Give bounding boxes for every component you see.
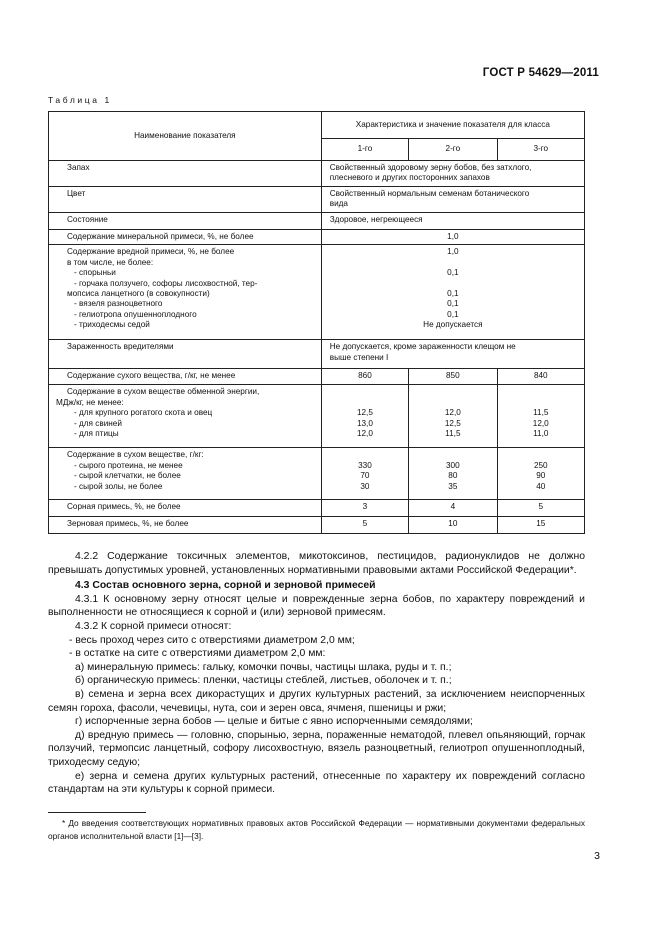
merged-value-cell — [321, 245, 584, 340]
list-item-d: д) вредную примесь — головню, спорынью, зерна, пораженные нематодой, плевел опьяняющий, горчак ползучий, термопсис ланцетный, софору лисохвостную, вязель разноцветный, гелиотроп опушенноплодный, триходесму седую; — [48, 729, 585, 768]
indicator-name-cell — [49, 340, 322, 369]
value-line: Здоровое, негреющееся — [329, 215, 423, 224]
section-heading-4-3: 4.3 Состав основного зерна, сорной и зерновой примесей — [75, 580, 376, 592]
merged-value-cell — [321, 187, 584, 213]
value-line: вида — [329, 199, 348, 209]
value-line: плесневого и других посторонних запахов — [329, 173, 490, 183]
value-line — [502, 398, 580, 408]
class-2-header: 2-го — [409, 139, 497, 161]
indicator-name-cell — [49, 517, 322, 534]
indicator-name-cell — [49, 161, 322, 187]
value-line — [326, 450, 404, 460]
indicator-name-cell — [49, 369, 322, 385]
indicator-name-cell — [49, 385, 322, 448]
indicator-name-line: - сырой золы, не более — [74, 481, 163, 491]
list-item-g: г) испорченные зерна бобов — целые и битые с явно испорченными семядолями; — [75, 716, 473, 728]
value-line — [413, 387, 492, 397]
value-line — [326, 398, 404, 408]
class-2-value-cell — [409, 385, 497, 448]
value-line — [502, 450, 580, 460]
value-line: 12,5 — [356, 408, 373, 418]
class-3-value-cell — [497, 448, 584, 500]
indicator-name-line: - сырого протеина, не менее — [74, 460, 183, 470]
list-item-a: а) минеральную примесь: гальку, комочки почвы, частицы шлака, руды и т. п.; — [75, 661, 452, 673]
value-line: 330 — [358, 460, 372, 470]
value-line — [502, 387, 580, 397]
merged-value-cell — [321, 230, 584, 245]
value-line: 11,5 — [533, 408, 549, 418]
class-3-value-cell: 840 — [497, 369, 584, 385]
footnote-divider — [48, 812, 146, 813]
class-2-value-cell: 10 — [409, 517, 497, 534]
class-2-value-cell — [409, 448, 497, 500]
table-row — [49, 230, 585, 245]
table-row — [49, 245, 585, 340]
indicator-name-line: Содержание в сухом веществе, г/кг: — [67, 450, 204, 460]
list-item: - весь проход через сито с отверстиями диаметром 2,0 мм; — [69, 634, 355, 646]
indicator-name-line: Содержание вредной примеси, %, не более — [67, 247, 235, 257]
table-row — [49, 340, 585, 369]
footnote: * До введения соответствующих нормативных правовых актов Российской Федерации — нормативными документами федеральных органов исполнительной власти [1]—[3]. — [48, 818, 585, 841]
value-line: 70 — [360, 471, 370, 481]
list-item-b: б) органическую примесь: пленки, частицы стеблей, листьев, оболочек и т. п.; — [75, 675, 452, 687]
value-line: 250 — [533, 460, 548, 470]
value-line: 13,0 — [356, 418, 373, 428]
table-row — [49, 448, 585, 500]
value-line: 30 — [360, 481, 370, 491]
indicator-name-line: - гелиотропа опушенноплодного — [74, 309, 197, 319]
class-2-value-cell: 850 — [409, 369, 497, 385]
list-item-e: е) зерна и семена других культурных растений, отнесенные по характеру их повреждений согласно стандартам на эти культуры к сорной примеси. — [48, 770, 585, 796]
indicator-name-cell — [49, 187, 322, 213]
indicator-name-line: Зерновая примесь, %, не более — [67, 519, 189, 529]
merged-value-cell — [321, 161, 584, 187]
indicator-name-line: - триходесмы седой — [74, 320, 150, 330]
indicator-name-line: - для крупного рогатого скота и овец — [74, 408, 213, 418]
value-line: Свойственный здоровому зерну бобов, без затхлого, — [329, 163, 532, 172]
class-1-value-cell: 860 — [321, 369, 408, 385]
class-2-value-cell: 4 — [409, 500, 497, 517]
table-row — [49, 500, 585, 517]
column-header-name: Наименование показателя — [49, 112, 322, 161]
value-line: 300 — [446, 460, 460, 470]
indicator-name-line: МДж/кг, не менее: — [56, 397, 124, 407]
value-line — [326, 279, 580, 289]
paragraph-4-2-2: 4.2.2 Содержание токсичных элементов, микотоксинов, пестицидов, радионуклидов не должно превышать допустимых уровней, установленных нормативными правовыми актами Российской Федерации*. — [48, 551, 585, 576]
indicator-name-line: в том числе, не более: — [67, 257, 154, 267]
class-3-header: 3-го — [497, 139, 584, 161]
value-line: 11,5 — [445, 429, 461, 439]
column-group-header: Характеристика и значение показателя для класса — [321, 112, 584, 139]
indicator-name-line: Состояние — [67, 215, 108, 224]
indicator-name-line: Содержание в сухом веществе обменной энергии, — [67, 387, 260, 397]
list-item: - в остатке на сите с отверстиями диаметром 2,0 мм: — [69, 648, 326, 660]
class-1-value-cell: 3 — [321, 500, 408, 517]
table-row — [49, 369, 585, 385]
value-line: Свойственный нормальным семенам ботанического — [329, 189, 530, 198]
value-line: 1,0 — [447, 247, 459, 257]
value-line: 80 — [448, 471, 458, 481]
table-row — [49, 517, 585, 534]
value-line — [326, 387, 404, 397]
value-line: 12,5 — [444, 418, 461, 428]
value-line: 12,0 — [356, 429, 373, 439]
value-line: 90 — [536, 471, 546, 481]
table-row — [49, 385, 585, 448]
value-line — [413, 450, 492, 460]
indicator-name-line: - спорыньи — [74, 268, 116, 278]
indicator-name-cell — [49, 230, 322, 245]
indicator-name-line: Цвет — [67, 189, 86, 198]
value-line — [326, 258, 580, 268]
value-line: 1,0 — [447, 232, 459, 241]
indicator-name-cell — [49, 245, 322, 340]
list-item-v: в) семена и зерна всех дикорастущих и других культурных растений, за исключением неиспорченных семян гороха, фасоли, чечевицы, нута, сои и зерен овса, ячменя, пшеницы и ржи; — [48, 688, 585, 714]
merged-value-cell — [321, 340, 584, 369]
indicator-name-line: Зараженность вредителями — [67, 342, 174, 352]
value-line: 0,1 — [447, 309, 459, 319]
indicator-name-line: мопсиса ланцетного (в совокупности) — [67, 289, 210, 299]
indicator-name-line: - горчака ползучего, софоры лисохвостной, тер- — [74, 278, 258, 288]
value-line: 0,1 — [447, 268, 459, 278]
indicator-name-line: - для птицы — [74, 429, 119, 439]
value-line: Не допускается, кроме зараженности клещом не — [329, 342, 516, 352]
indicator-name-line: - вязеля разноцветного — [74, 299, 163, 309]
value-line — [413, 398, 492, 408]
table-row — [49, 187, 585, 213]
table-row — [49, 161, 585, 187]
indicator-name-line: Содержание сухого вещества, г/кг, не менее — [67, 371, 236, 381]
indicator-name-cell — [49, 213, 322, 230]
main-text — [48, 550, 585, 797]
indicator-name-line: - сырой клетчатки, не более — [74, 471, 181, 481]
value-line: 0,1 — [447, 289, 459, 299]
indicator-name-line: Запах — [67, 163, 90, 172]
paragraph-4-3-1: 4.3.1 К основному зерну относят целые и поврежденные зерна бобов, по характеру повреждений и выполненности не относящиеся к сорной и (или) зерновой примесям. — [48, 593, 585, 619]
value-line: Не допускается — [423, 320, 483, 330]
class-1-value-cell: 5 — [321, 517, 408, 534]
indicator-name-cell — [49, 500, 322, 517]
value-line: выше степени I — [329, 352, 389, 362]
indicator-name-line: Сорная примесь, %, не более — [67, 502, 181, 512]
indicator-name-line: - для свиней — [74, 418, 122, 428]
document-header: ГОСТ Р 54629—2011 — [482, 67, 599, 79]
table-caption: Таблица 1 — [48, 95, 112, 105]
class-1-value-cell — [321, 385, 408, 448]
class-3-value-cell: 5 — [497, 500, 584, 517]
value-line: 12,0 — [444, 408, 461, 418]
value-line: 0,1 — [447, 299, 459, 309]
class-3-value-cell: 15 — [497, 517, 584, 534]
table-row — [49, 213, 585, 230]
value-line: 40 — [536, 481, 546, 491]
class-1-value-cell — [321, 448, 408, 500]
page-number: 3 — [594, 850, 600, 862]
value-line: 11,0 — [533, 429, 549, 439]
quality-table — [48, 111, 585, 534]
paragraph-4-3-2: 4.3.2 К сорной примеси относят: — [75, 620, 232, 632]
merged-value-cell — [321, 213, 584, 230]
value-line: 35 — [448, 481, 458, 491]
indicator-name-line: Содержание минеральной примеси, %, не более — [67, 232, 254, 241]
indicator-name-cell — [49, 448, 322, 500]
value-line: 12,0 — [532, 418, 549, 428]
class-1-header: 1-го — [321, 139, 408, 161]
class-3-value-cell — [497, 385, 584, 448]
